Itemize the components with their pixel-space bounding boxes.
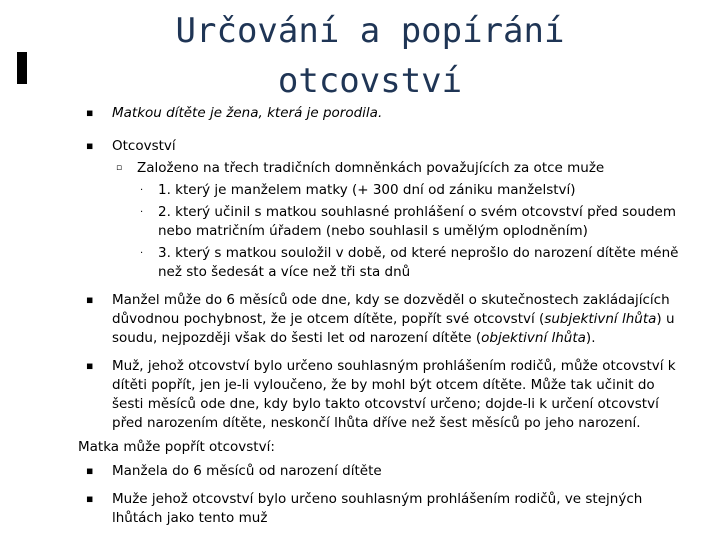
list-item bbox=[0, 244, 720, 282]
square-bullet-icon: ◾ bbox=[86, 361, 94, 372]
item-text bbox=[112, 292, 675, 346]
list-item bbox=[0, 104, 720, 123]
accent-bar bbox=[17, 52, 27, 84]
subjective-term: subjektivní lhůta bbox=[544, 311, 657, 327]
item-text: Otcovství bbox=[112, 138, 176, 154]
list-item bbox=[0, 203, 720, 241]
square-bullet-icon: ◾ bbox=[86, 494, 94, 505]
item-text: Muže jehož otcovství bylo určeno souhlasným prohlášením rodičů, ve stejných lhůtách jako tento muž bbox=[112, 491, 643, 526]
list-item bbox=[0, 462, 720, 481]
item-text: 1. který je manželem matky (+ 300 dní od zániku manželství) bbox=[158, 182, 576, 198]
slide-content bbox=[0, 104, 720, 528]
section-heading: Matka může popřít otcovství: bbox=[78, 439, 275, 455]
slide-title: Určování a popírání otcovství bbox=[175, 11, 565, 101]
dot-bullet-icon: · bbox=[140, 207, 144, 218]
square-bullet-icon: ◾ bbox=[86, 141, 94, 152]
list-item bbox=[0, 490, 720, 528]
item-text: 3. který s matkou souložil v době, od které neprošlo do narození dítěte méně než sto šedesát a více než tři sta dnů bbox=[158, 245, 679, 280]
text-segment: Manžel může do 6 měsíců ode dne, kdy se dozvěděl o skutečnostech zakládajících důvodnou pochybnost, že je otcem dítěte, popřít své otcovství ( bbox=[112, 292, 670, 327]
list-item bbox=[0, 137, 720, 156]
item-text: 2. který učinil s matkou souhlasné prohlášení o svém otcovství před soudem nebo matričním úřadem (nebo souhlasil s umělým oplodněním) bbox=[158, 204, 676, 239]
list-item bbox=[0, 181, 720, 200]
item-text: Muž, jehož otcovství bylo určeno souhlasným prohlášením rodičů, může otcovství k dítěti popřít, jen je-li vyloučeno, že by mohl být otcem dítěte. Může tak učinit do šesti měsíců ode dne, kdy bylo takto otcovství určeno; dojde-li k určení otcovství před narozením dítěte, neskončí lhůta dříve než šest měsíců po jeho narození. bbox=[112, 358, 676, 431]
list-item bbox=[0, 159, 720, 178]
list-item bbox=[0, 357, 720, 433]
square-bullet-icon: ◾ bbox=[86, 295, 94, 306]
objective-term: objektivní lhůta bbox=[481, 330, 586, 346]
item-text: Manžela do 6 měsíců od narození dítěte bbox=[112, 463, 382, 479]
list-item bbox=[0, 291, 720, 348]
item-text: Matkou dítěte je žena, která je porodila. bbox=[112, 105, 383, 121]
item-text: Založeno na třech tradičních domněnkách považujících za otce muže bbox=[137, 160, 605, 176]
text-segment: ) u soudu, nejpozději však do šesti let od narození dítěte ( bbox=[112, 311, 675, 346]
hollow-square-bullet-icon: ▫ bbox=[116, 163, 123, 173]
dot-bullet-icon: · bbox=[140, 248, 144, 259]
text-segment: ). bbox=[585, 330, 596, 346]
square-bullet-icon: ◾ bbox=[86, 466, 94, 477]
square-bullet-icon: ◾ bbox=[86, 108, 94, 119]
dot-bullet-icon: · bbox=[140, 185, 144, 196]
